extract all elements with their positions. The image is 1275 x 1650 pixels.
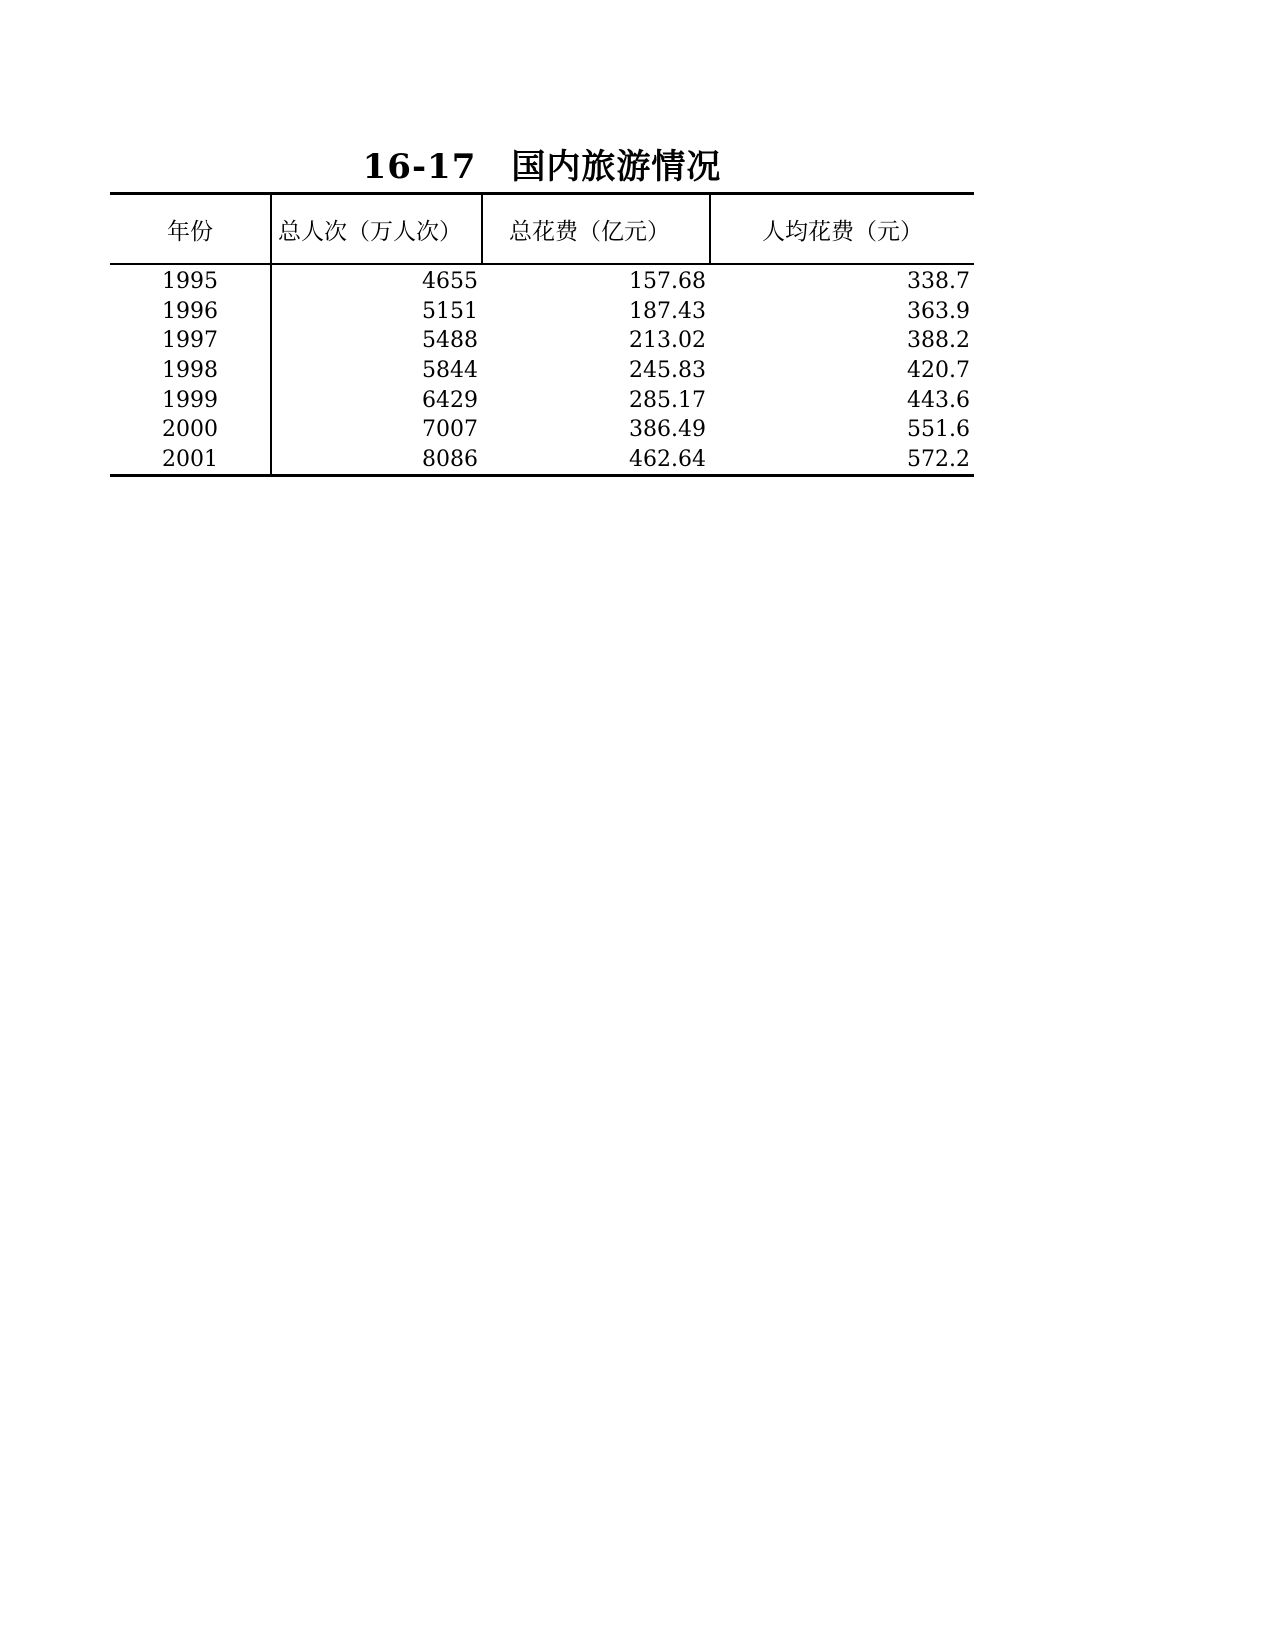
cell-per-capita-spending: 551.6 [907, 417, 970, 443]
cell-total-spending: 462.64 [629, 446, 706, 472]
cell-total-spending: 157.68 [629, 269, 706, 295]
cell-per-capita-spending: 363.9 [907, 298, 970, 324]
cell-total-trips: 8086 [422, 446, 478, 472]
table-row [110, 385, 974, 415]
cell-per-capita-spending: 443.6 [907, 387, 970, 413]
domestic-tourism-table [110, 192, 974, 477]
table-row [110, 415, 974, 445]
table-header-row [110, 194, 974, 265]
cell-year: 1995 [110, 264, 271, 297]
table-row [110, 356, 974, 386]
cell-year: 1996 [110, 297, 271, 327]
cell-per-capita-spending: 388.2 [907, 328, 970, 354]
cell-year: 2001 [110, 445, 271, 476]
cell-total-spending: 187.43 [629, 298, 706, 324]
cell-total-trips: 5844 [422, 358, 478, 384]
cell-total-trips: 5488 [422, 328, 478, 354]
header-per-capita-spending: 人均花费（元） [710, 194, 974, 265]
cell-total-spending: 285.17 [629, 387, 706, 413]
cell-year: 1999 [110, 385, 271, 415]
cell-per-capita-spending: 338.7 [907, 269, 970, 295]
cell-total-trips: 7007 [422, 417, 478, 443]
cell-total-spending: 386.49 [629, 417, 706, 443]
cell-total-trips: 5151 [422, 298, 478, 324]
table-row [110, 445, 974, 476]
cell-per-capita-spending: 572.2 [907, 446, 970, 472]
cell-total-spending: 245.83 [629, 358, 706, 384]
cell-year: 2000 [110, 415, 271, 445]
page-title: 16-17 国内旅游情况 [362, 147, 722, 187]
table-row [110, 264, 974, 297]
cell-per-capita-spending: 420.7 [907, 358, 970, 384]
table-row [110, 297, 974, 327]
table-row [110, 326, 974, 356]
cell-total-spending: 213.02 [629, 328, 706, 354]
cell-total-trips: 6429 [422, 387, 478, 413]
cell-total-trips: 4655 [422, 269, 478, 295]
header-total-trips: 总人次（万人次） [271, 194, 482, 265]
header-total-spending: 总花费（亿元） [482, 194, 710, 265]
header-year: 年份 [110, 194, 271, 265]
cell-year: 1998 [110, 356, 271, 386]
cell-year: 1997 [110, 326, 271, 356]
